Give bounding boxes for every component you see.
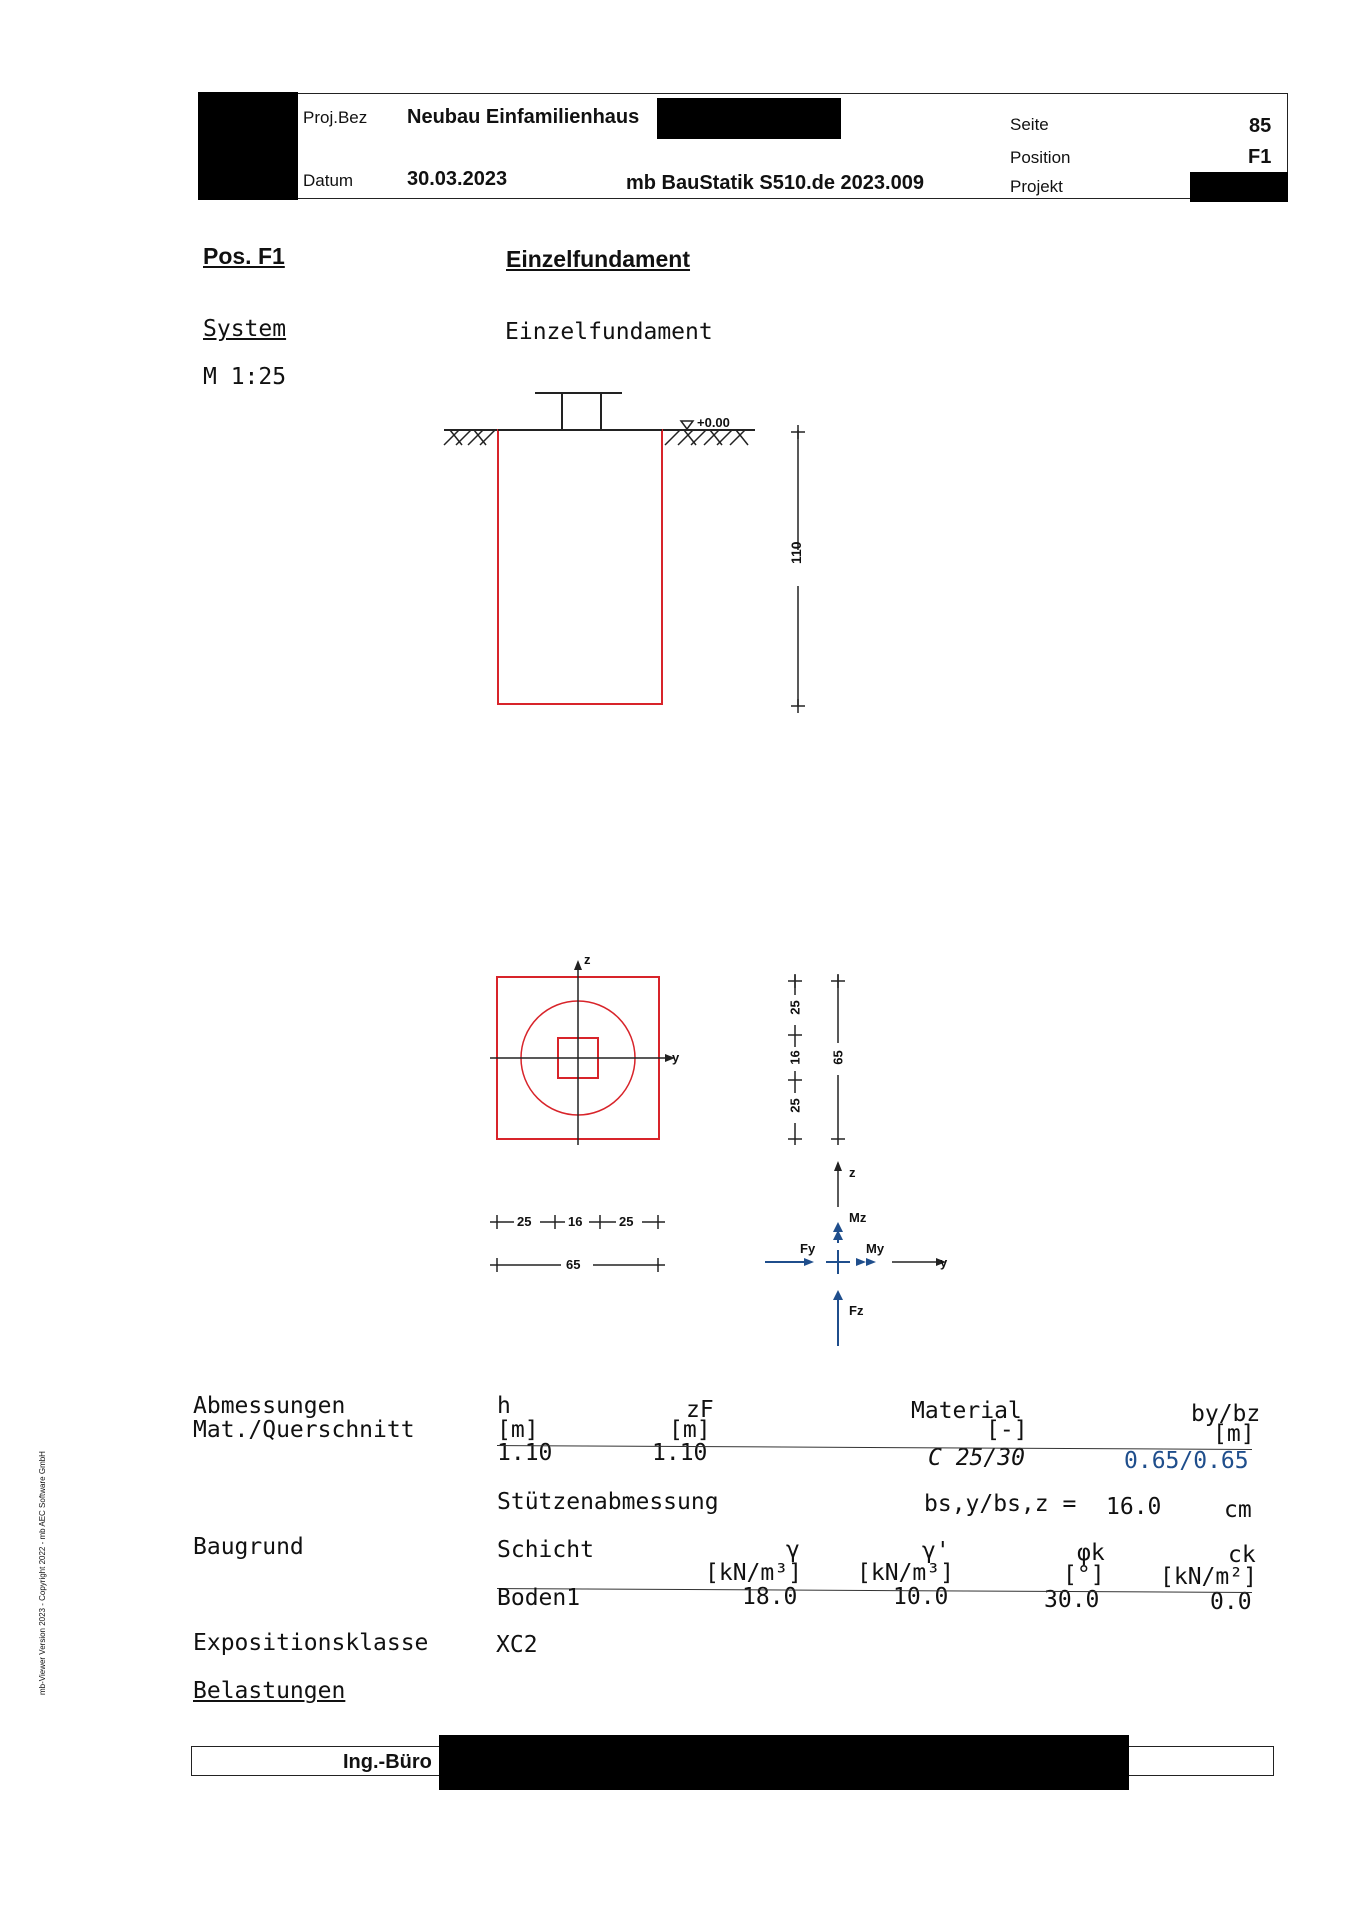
schicht-label: Schicht: [497, 1537, 594, 1563]
exposition-value: XC2: [496, 1632, 538, 1658]
proj-bez-label: Proj.Bez: [303, 108, 368, 127]
col-gamma: γ: [786, 1537, 800, 1563]
level-label: +0.00: [697, 415, 730, 430]
seite-label: Seite: [1010, 115, 1049, 134]
height-dim-label: 110: [788, 541, 804, 564]
b-value: 0.65/0.65: [1124, 1448, 1249, 1474]
component-title: Einzelfundament: [506, 246, 691, 272]
stuetze-value: 16.0: [1106, 1494, 1162, 1520]
dim-y-total: 65: [566, 1257, 581, 1272]
position-value: F1: [1248, 146, 1272, 168]
dim-z-total: 65: [830, 1050, 846, 1065]
material-value: C 25/30: [928, 1445, 1025, 1471]
plan-z-arrow-icon: [574, 960, 582, 970]
dim-z-1: 25: [787, 1000, 803, 1015]
fz-arrow-icon: [833, 1290, 843, 1300]
col-b: by/bz: [1191, 1401, 1261, 1427]
stuetze-unit: cm: [1224, 1497, 1252, 1523]
pos-title: Pos. F1: [203, 243, 285, 269]
col-gamma2-unit: [kN/m³]: [857, 1560, 954, 1586]
position-label: Position: [1010, 148, 1071, 167]
col-material: Material: [911, 1398, 1022, 1424]
redacted-footer: [439, 1735, 1129, 1790]
boden-name: Boden1: [497, 1585, 581, 1611]
col-zf-unit: [m]: [669, 1417, 711, 1443]
abmessungen-label: Abmessungen: [193, 1393, 346, 1419]
my-arrow-icon: [856, 1258, 866, 1266]
col-gamma-unit: [kN/m³]: [705, 1560, 802, 1586]
system-label: System: [203, 316, 287, 342]
gamma-value: 18.0: [742, 1584, 798, 1610]
dim-z-3: 25: [787, 1098, 803, 1113]
mat-querschnitt-label: Mat./Querschnitt: [193, 1417, 415, 1443]
seite-value: 85: [1249, 115, 1272, 137]
load-fz-label: Fz: [849, 1303, 864, 1318]
load-z-arrow-icon: [834, 1161, 842, 1171]
load-my-label: My: [866, 1241, 885, 1256]
exposition-label: Expositionsklasse: [193, 1630, 429, 1656]
plan-y-label: y: [672, 1050, 680, 1065]
col-zf: zF: [686, 1397, 714, 1423]
load-z-label: z: [849, 1165, 856, 1180]
col-material-unit: [-]: [986, 1417, 1028, 1443]
col-c-unit: [kN/m²]: [1160, 1564, 1257, 1590]
col-gamma2: γ': [922, 1538, 950, 1564]
col-h-unit: [m]: [497, 1417, 539, 1443]
software-label: mb BauStatik S510.de 2023.009: [626, 172, 924, 194]
dim-y-3: 25: [619, 1214, 634, 1229]
projekt-label: Projekt: [1010, 177, 1063, 196]
belastungen-heading: Belastungen: [193, 1678, 346, 1704]
scale-label: M 1:25: [203, 364, 287, 390]
stuetze-label: Stützenabmessung: [497, 1489, 719, 1515]
c-value: 0.0: [1210, 1589, 1252, 1615]
datum-value: 30.03.2023: [407, 168, 508, 190]
plan-z-label: z: [584, 952, 591, 967]
col-h: h: [497, 1393, 511, 1419]
proj-bez-value: Neubau Einfamilienhaus: [407, 106, 640, 128]
col-b-unit: [m]: [1213, 1421, 1255, 1447]
load-fy-label: Fy: [800, 1241, 816, 1256]
datum-label: Datum: [303, 171, 354, 190]
load-y-label: y: [940, 1255, 948, 1270]
col-c: ck: [1228, 1542, 1256, 1568]
gamma2-value: 10.0: [893, 1584, 949, 1610]
baugrund-label: Baugrund: [193, 1534, 304, 1560]
fy-arrow-icon: [804, 1258, 814, 1266]
stuetze-symbol: bs,y/bs,z =: [924, 1491, 1077, 1517]
phi-value: 30.0: [1044, 1587, 1100, 1613]
h-value: 1.10: [497, 1440, 553, 1466]
side-copyright: mb-Viewer Version 2023 - Copyright 2022 - mb AEC Software GmbH: [38, 1451, 47, 1695]
dim-z-2: 16: [787, 1050, 803, 1065]
buero-label: Ing.-Büro: [343, 1751, 432, 1773]
col-phi-unit: [°]: [1063, 1562, 1105, 1588]
dim-y-1: 25: [517, 1214, 532, 1229]
dim-y-2: 16: [568, 1214, 583, 1229]
zf-value: 1.10: [652, 1440, 708, 1466]
col-phi: φk: [1077, 1540, 1105, 1566]
load-mz-label: Mz: [849, 1210, 867, 1225]
system-value: Einzelfundament: [505, 319, 713, 345]
